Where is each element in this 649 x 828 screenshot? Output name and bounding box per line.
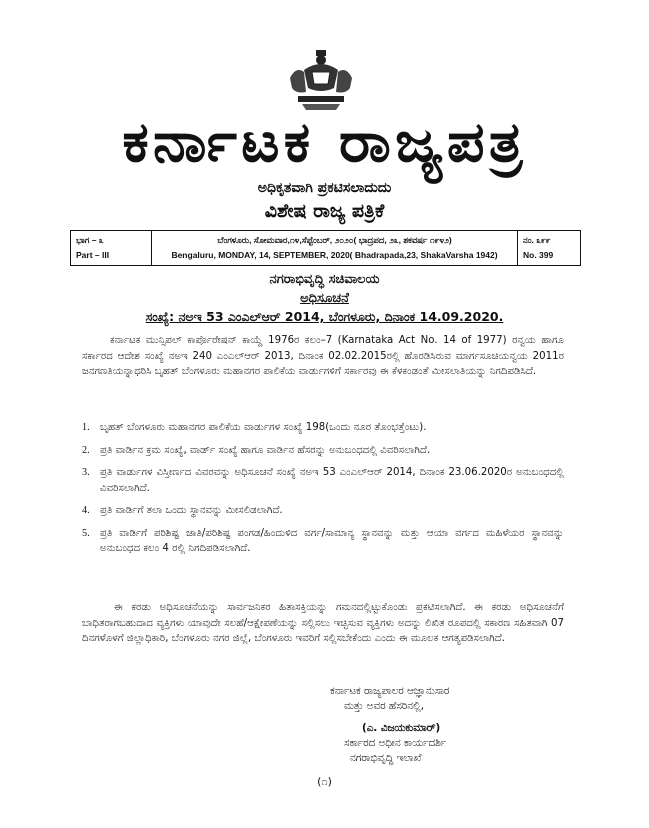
intro-paragraph: ಕರ್ನಾಟಕ ಮುನ್ಸಿಪಲ್ ಕಾರ್ಪೊರೇಷನ್ ಕಾಯ್ದೆ 1976ರ ಕಲಂ–7 (Karnataka Act No. 14 of 1977) ರನ್ವಯ ಹಾಗೂ ಸರ್ಕಾರದ ಆದೇಶ ಸಂಖ್ಯೆ ನಅಇ 240 ಎಂಎಲ್ಆರ್ 2013, ದಿನಾಂಕ 02.02.2015ರಲ್ಲಿ ಹೊರಡಿಸಿರುವ ಮಾರ್ಗಸೂಚಿಯನ್ವಯ 2011ರ ಜನಗಣತಿಯನ್ನಾಧರಿಸಿ ಬೃಹತ್ ಬೆಂಗಳೂರು ಮಹಾನಗರ ಪಾಲಿಕೆಯ ವಾರ್ಡುಗಳಿಗೆ ಸರ್ಕಾರವು ಈ ಕೆಳಕಂಡಂತೆ ಮೀಸಲಾತಿಯನ್ನು ನಿಗದಿಪಡಿಸಿದೆ. [82,335,564,377]
issue-number-cell [518,231,580,265]
list-item-number: 2. [82,444,90,456]
list-item [82,443,564,459]
list-item-number: 4. [82,505,90,516]
signatory-designation: ಸರ್ಕಾರದ ಅಧೀನ ಕಾರ್ಯದರ್ಶಿ [344,737,447,749]
closing-paragraph: ಈ ಕರಡು ಅಧಿಸೂಚನೆಯನ್ನು ಸಾರ್ವಜನಿಕರ ಹಿತಾಸಕ್ತಿಯನ್ನು ಗಮನದಲ್ಲಿಟ್ಟುಕೊಂಡು ಪ್ರಕಟಿಸಲಾಗಿದೆ. ಈ ಕರಡು ಅಧಿಸೂಚನೆಗೆ ಬಾಧಿತರಾಗಬಹುದಾದ ವ್ಯಕ್ತಿಗಳು ಯಾವುದೇ ಸಲಹೆ/ಆಕ್ಷೇಪಣೆಯನ್ನು ಸಲ್ಲಿಸಲು ಇಚ್ಛಿಸುವ ವ್ಯಕ್ತಿಗಳು ಅದನ್ನು ಲಿಖಿತ ರೂಪದಲ್ಲಿ ಸಕಾರಣ ಸಹಿತವಾಗಿ 07 ದಿನಗಳೊಳಗೆ ಜಿಲ್ಲಾಧಿಕಾರಿ, ಬೆಂಗಳೂರು ನಗರ ಜಿಲ್ಲೆ, ಬೆಂಗಳೂರು ಇವರಿಗೆ ಸಲ್ಲಿಸಬೇಕೆಂದು ಎಂದು ಈ ಮೂಲಕ ಆಗತ್ಯಪಡಿಸಲಾಗಿದೆ. [82,602,564,644]
list-item-number: 3. [82,467,90,478]
list-item [82,465,564,496]
list-item [82,526,564,557]
signature-block [330,721,590,766]
list-item [82,503,564,519]
date-english: Bengaluru, MONDAY, 14, SEPTEMBER, 2020( Bhadrapada,23, ShakaVarsha 1942) [171,250,498,260]
issue-number-english: No. 399 [523,250,554,260]
part-cell [71,231,152,265]
list-item-text: ಪ್ರತಿ ವಾರ್ಡಿನ ಕ್ರಮ ಸಂಖ್ಯೆ, ವಾರ್ಡ್ ಸಂಖ್ಯೆ ಹಾಗೂ ವಾರ್ಡಿನ ಹೆಸರನ್ನು ಅನುಬಂಧದಲ್ಲಿ ವಿವರಿಸಲಾಗಿದೆ. [100,444,431,456]
date-cell [152,231,518,265]
date-kannada: ಬೆಂಗಳೂರು, ಸೋಮವಾರ,೧೪,ಸೆಪ್ಟೆಂಬರ್, ೨೦೨೦( ಭಾದ್ರಪದ, ೨೩, ಶಕವರ್ಷ ೧೯೪೨) [217,235,452,245]
part-english: Part – III [76,250,110,260]
gazette-masthead: ಕರ್ನಾಟಕ ರಾಜ್ಯಪತ್ರ [122,110,527,175]
masthead-edition: ವಿಶೇಷ ರಾಜ್ಯ ಪತ್ರಿಕೆ [264,200,385,222]
gazette-info-bar [70,230,581,266]
list-item [82,420,564,436]
masthead-subtitle: ಅಧಿಕೃತವಾಗಿ ಪ್ರಕಟಿಸಲಾದುದು [257,180,392,196]
list-item-text: ಬೃಹತ್ ಬೆಂಗಳೂರು ಮಹಾನಗರ ಪಾಲಿಕೆಯ ವಾರ್ಡುಗಳ ಸಂಖ್ಯೆ 198(ಒಂದು ನೂರ ತೊಂಭತ್ತೆಂಟು). [100,422,427,433]
reference-line: ಸಂಖ್ಯೆ: ನಅಇ 53 ಎಂಎಲ್ಆರ್ 2014, ಬೆಂಗಳೂರು, ದಿನಾಂಕ 14.09.2020. [145,309,504,324]
issue-number-kannada: ನಂ. ೩೯೯ [523,235,551,245]
signatory-name: (ಎ. ವಿಜಯಕುಮಾರ್) [362,722,441,734]
list-item-text: ಪ್ರತಿ ವಾರ್ಡಿಗೆ ತಲಾ ಒಂದು ಸ್ಥಾನವನ್ನು ಮೀಸಲಿಡಲಾಗಿದೆ. [100,505,283,516]
page-number: (೧) [317,775,332,788]
part-kannada: ಭಾಗ – ೩ [76,235,104,245]
list-item-text: ಪ್ರತಿ ವಾರ್ಡುಗಳ ವಿಸ್ತೀರ್ಣದ ವಿವರವನ್ನು ಅಧಿಸೂಚನೆ ಸಂಖ್ಯೆ ನಅಇ 53 ಎಂಎಲ್ಆರ್ 2014, ದಿನಾಂಕ 23.06.2020ರ ಅನುಬಂಧದಲ್ಲಿ ವಿವರಿಸಲಾಗಿದೆ. [100,467,564,494]
notification-heading: ಅಧಿಸೂಚನೆ [300,291,349,306]
order-line-2: ಮತ್ತು ಅವರ ಹೆಸರಿನಲ್ಲಿ, [344,700,425,712]
order-block [330,684,590,714]
department-heading: ನಗರಾಭಿವೃದ್ಧಿ ಸಚಿವಾಲಯ [269,272,380,287]
list-item-number: 5. [82,527,90,539]
list-item-number: 1. [82,422,90,433]
reservation-list [82,420,564,564]
list-item-text: ಪ್ರತಿ ವಾರ್ಡಿಗೆ ಪರಿಶಿಷ್ಟ ಜಾತಿ/ಪರಿಶಿಷ್ಟ ಪಂಗಡ/ಹಿಂದುಳಿದ ವರ್ಗ/ಸಾಮಾನ್ಯ ಸ್ಥಾನವನ್ನು ಮತ್ತು ಆಯಾ ವರ್ಗದ ಮಹಿಳೆಯರ ಸ್ಥಾನವನ್ನು ಅನುಬಂಧದ ಕಲಂ 4 ರಲ್ಲಿ ನಿಗದಿಪಡಿಸಲಾಗಿದೆ. [100,527,564,554]
signatory-department: ನಗರಾಭಿವೃದ್ಧಿ ಇಲಾಖೆ [350,752,422,764]
state-emblem-icon [282,48,360,112]
order-line-1: ಕರ್ನಾಟಕ ರಾಜ್ಯಪಾಲರ ಆಜ್ಞಾನುಸಾರ [330,685,450,697]
